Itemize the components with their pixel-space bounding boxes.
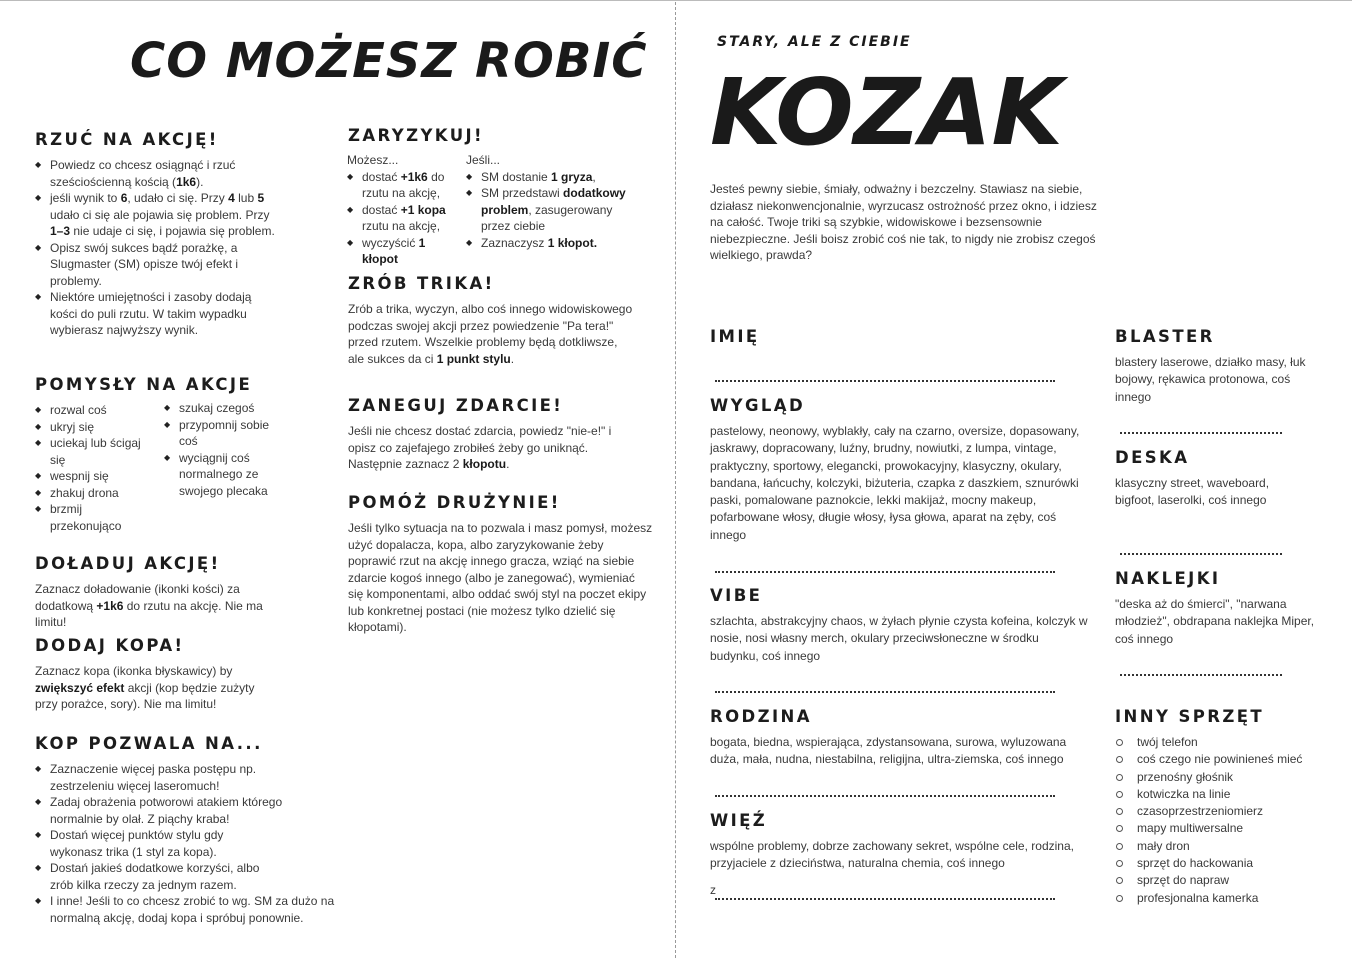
- vibe-fill-line[interactable]: [715, 691, 1055, 693]
- heading-kop: KOP POZWALA NA...: [35, 734, 263, 753]
- section-dodaj: [35, 636, 275, 713]
- dodaj-text: Zaznacz kopa (ikonka błyskawicy) by zwiększyć efekt akcji (kop będzie zużyty przy porażce, sory). Nie ma limitu!: [35, 664, 255, 711]
- list-item: ◆ wyczyścić 1 kłopot: [347, 235, 457, 268]
- mozesz-list: [347, 169, 457, 268]
- heading-pomoz: POMÓŻ DRUŻYNIE!: [348, 493, 561, 512]
- checklist-item[interactable]: profesjonalna kamerka: [1115, 890, 1305, 907]
- heading-vibe: VIBE: [710, 586, 763, 605]
- wyglad-fill-line[interactable]: [715, 571, 1055, 573]
- rodzina-fill-line[interactable]: [715, 795, 1055, 797]
- wiez-z-label: z: [710, 883, 716, 897]
- list-item: ◆ szukaj czegoś: [164, 400, 289, 417]
- heading-blaster: BLASTER: [1115, 327, 1215, 346]
- heading-deska: DESKA: [1115, 448, 1190, 467]
- left-page-title: CO MOŻESZ ROBIĆ: [130, 33, 648, 89]
- checklist-item[interactable]: kotwiczka na linie: [1115, 786, 1305, 803]
- naklejki-text: "deska aż do śmierci", "narwana młodzież", obdrapana naklejka Miper, coś innego: [1115, 597, 1315, 646]
- blaster-fill-line[interactable]: [1120, 432, 1282, 434]
- wiez-text: wspólne problemy, dobrze zachowany sekret, wspólne cele, rodzina, przyjaciele z dzieciństwa, naturalna chemia, coś innego: [710, 839, 1074, 871]
- list-item: ◆ brzmij przekonująco: [35, 501, 150, 534]
- checklist-item[interactable]: przenośny głośnik: [1115, 769, 1305, 786]
- heading-dodaj: DODAJ KOPA!: [35, 636, 185, 655]
- heading-imie: IMIĘ: [710, 327, 760, 346]
- doladuj-text: Zaznacz doładowanie (ikonki kości) za dodatkową +1k6 do rzutu na akcję. Nie ma limitu!: [35, 582, 263, 629]
- list-item: ◆ Zaznaczenie więcej paska postępu np. zestrzeleniu więcej laseromuch!: [35, 761, 265, 794]
- list-item: ◆ Opisz swój sukces bądź porażkę, a Slugmaster (SM) opisze twój efekt i problemy.: [35, 240, 275, 290]
- heading-pomysly: POMYSŁY NA AKCJE: [35, 375, 253, 394]
- zaryzykuj-mozesz: [347, 152, 457, 268]
- right-page-subtitle: STARY, ALE Z CIEBIE: [717, 34, 912, 50]
- wyglad-text: pastelowy, neonowy, wyblakły, cały na czarno, oversize, dopasowany, jaskrawy, dopracowany, luźny, brudny, nowiutki, z lumpa, vintage, praktyczny, sportowy, elegancki, prowokacyjny, klasyczny, okulary, bandana, łańcuchy, kolczyki, biżuteria, czapka z daszkiem, sznurówki paski, pomalowane paznokcie, lekki makijaż, mocny makeup, pofarbowane włosy, długie włosy, łysa głowa, aparat na zęby, coś innego: [710, 424, 1080, 542]
- top-border: [0, 0, 1352, 1]
- section-pomysly: [35, 375, 335, 394]
- heading-wyglad: WYGLĄD: [710, 396, 806, 415]
- pomysly-col2: [164, 400, 289, 499]
- list-item: ◆ SM przedstawi dodatkowy problem, zasugerowany przez ciebie: [466, 185, 636, 235]
- list-item: ◆ Niektóre umiejętności i zasoby dodają kości do puli rzutu. W takim wypadku wybierasz najwyższy wynik.: [35, 289, 275, 339]
- deska-fill-line[interactable]: [1120, 553, 1282, 555]
- section-pomoz: [348, 493, 653, 636]
- list-item: ◆ uciekaj lub ścigaj się: [35, 435, 150, 468]
- list-item: ◆ Dostań jakieś dodatkowe korzyści, albo zrób kilka rzeczy za jednym razem.: [35, 860, 285, 893]
- heading-sprzet: INNY SPRZĘT: [1115, 707, 1265, 726]
- heading-wiez: WIĘŹ: [710, 811, 768, 830]
- checklist-item[interactable]: sprzęt do napraw: [1115, 872, 1305, 889]
- list-item: ◆ ukryj się: [35, 419, 150, 436]
- checklist-item[interactable]: mapy multiwersalne: [1115, 820, 1305, 837]
- rodzina-text: bogata, biedna, wspierająca, zdystansowana, surowa, wyluzowana duża, mała, nudna, niestabilna, religijna, ultra-ziemska, coś innego: [710, 735, 1067, 767]
- list-item: ◆ zhakuj drona: [35, 485, 150, 502]
- section-rzuc: [35, 130, 335, 339]
- list-item: ◆ rozwal coś: [35, 402, 150, 419]
- sprzet-list: [1115, 734, 1305, 907]
- blaster-text: blastery laserowe, działko masy, łuk bojowy, rękawica protonowa, coś innego: [1115, 355, 1306, 404]
- intro-text: Jesteś pewny siebie, śmiały, odważny i bezczelny. Stawiasz na siebie, działasz niekonwencjonalnie, wyrzucasz ostrożność przez okno, i idziesz na całość. Twoje triki są szybkie, widowiskowe i bezsensownie niebezpieczne. Jeśli boisz zrobić coś nie tak, to nigdy nie zrobisz czegoś wielkiego, prawda?: [710, 182, 1097, 262]
- list-item: ◆ wespnij się: [35, 468, 150, 485]
- checklist-item[interactable]: czasoprzestrzeniomierz: [1115, 803, 1305, 820]
- naklejki-fill-line[interactable]: [1120, 674, 1282, 676]
- list-item: ◆ dostać +1 kopa rzutu na akcję,: [347, 202, 457, 235]
- heading-rzuc: RZUĆ NA AKCJĘ!: [35, 130, 219, 149]
- section-kop: [35, 734, 365, 926]
- list-item: ◆ Powiedz co chcesz osiągnąć i rzuć sześciościenną kością (1k6).: [35, 157, 275, 190]
- zaryzykuj-jesli: [466, 152, 636, 251]
- list-item: ◆ jeśli wynik to 6, udało ci się. Przy 4 lub 5 udało ci się ale pojawia się problem. Przy 1–3 nie udaje ci się, i pojawia się problem.: [35, 190, 275, 240]
- list-item: ◆ Dostań więcej punktów stylu gdy wykonasz trika (1 styl za kopa).: [35, 827, 265, 860]
- jesli-label: Jeśli...: [466, 153, 501, 167]
- list-item: ◆ wyciągnij coś normalnego ze swojego plecaka: [164, 450, 289, 500]
- right-page-title: KOZAK: [710, 59, 1063, 166]
- section-zaneguj: [348, 396, 623, 473]
- pomoz-text: Jeśli tylko sytuacja na to pozwala i masz pomysł, możesz użyć dopalacza, kopa, albo zaryzykowanie żeby poprawić rzut na akcję innego gracza, wziąć na siebie zdarcie kogoś innego (albo je zanegować), wymieniać się komponentami, albo oddać swój styl na poczet ekipy lub konkretnej postaci (nie możesz tylko dzielić się kłopotami).: [348, 521, 653, 634]
- heading-zaneguj: ZANEGUJ ZDARCIE!: [348, 396, 564, 415]
- heading-trik: ZRÓB TRIKA!: [348, 274, 495, 293]
- deska-text: klasyczny street, waveboard, bigfoot, laserolki, coś innego: [1115, 476, 1270, 508]
- pomysly-col1: [35, 402, 150, 534]
- list-item: ◆ dostać +1k6 do rzutu na akcję,: [347, 169, 457, 202]
- heading-doladuj: DOŁADUJ AKCJĘ!: [35, 554, 221, 573]
- rzuc-list: [35, 157, 275, 339]
- zaneguj-text: Jeśli nie chcesz dostać zdarcia, powiedz "nie-e!" i opisz co zajefajego zrobiłeś żeby go uniknąć. Następnie zaznacz 2 kłopotu.: [348, 424, 612, 471]
- trik-text: Zrób a trika, wyczyn, albo coś innego widowiskowego podczas swojej akcji przez powiedzenie "Pa tera!" przed rzutem. Wszelkie problemy będą dotkliwsze, ale sukces da ci 1 punkt stylu.: [348, 302, 633, 366]
- checklist-item[interactable]: coś czego nie powinieneś mieć: [1115, 751, 1305, 768]
- checklist-item[interactable]: twój telefon: [1115, 734, 1305, 751]
- list-item: ◆ I inne! Jeśli to co chcesz zrobić to wg. SM za dużo na normalną akcję, dodaj kopa i spróbuj ponownie.: [35, 893, 365, 926]
- list-item: ◆ SM dostanie 1 gryza,: [466, 169, 636, 186]
- heading-zaryzykuj: ZARYZYKUJ!: [348, 126, 484, 145]
- section-trik: [348, 274, 633, 367]
- section-zaryzykuj: [348, 126, 648, 145]
- kop-list: [35, 761, 365, 926]
- vibe-text: szlachta, abstrakcyjny chaos, w żyłach płynie czysta kofeina, kolczyk w nosie, nosi własny merch, okulary przeciwsłoneczne w środku budynku, coś innego: [710, 614, 1088, 663]
- section-doladuj: [35, 554, 275, 631]
- page-fold-line: [675, 2, 676, 958]
- checklist-item[interactable]: sprzęt do hackowania: [1115, 855, 1305, 872]
- checklist-item[interactable]: mały dron: [1115, 838, 1305, 855]
- heading-rodzina: RODZINA: [710, 707, 812, 726]
- list-item: ◆ Zaznaczysz 1 kłopot.: [466, 235, 636, 252]
- heading-naklejki: NAKLEJKI: [1115, 569, 1221, 588]
- list-item: ◆ przypomnij sobie coś: [164, 417, 289, 450]
- wiez-fill-line[interactable]: [715, 898, 1055, 900]
- mozesz-label: Możesz...: [347, 153, 399, 167]
- jesli-list: [466, 169, 636, 252]
- imie-fill-line[interactable]: [715, 380, 1055, 382]
- list-item: ◆ Zadaj obrażenia potworowi atakiem którego normalnie by olał. Z piąchy kraba!: [35, 794, 295, 827]
